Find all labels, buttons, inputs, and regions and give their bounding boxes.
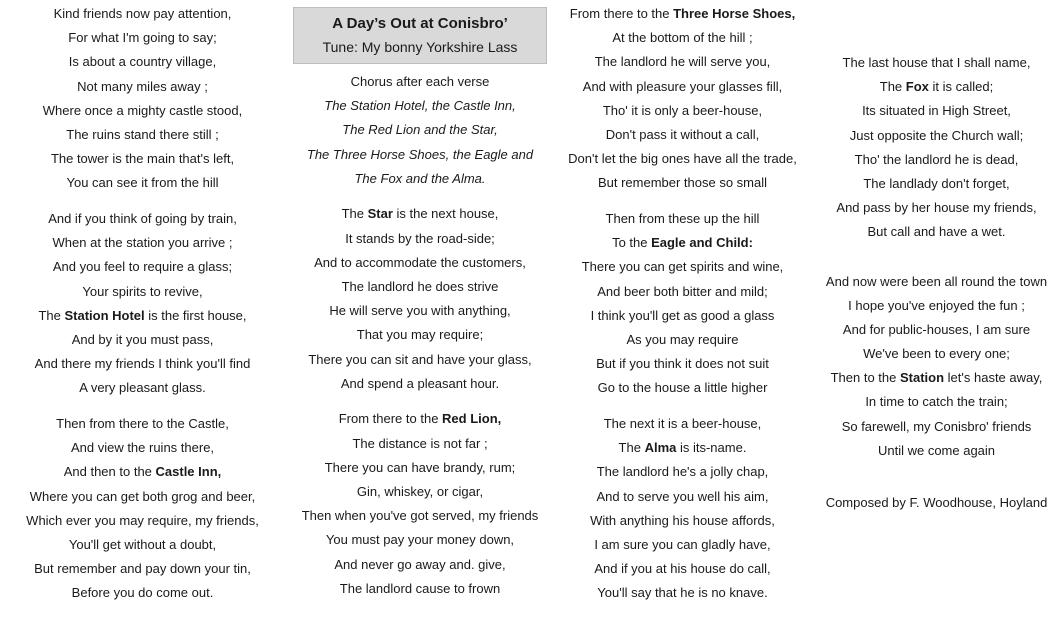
verse-line: I hope you've enjoyed the fun ; (848, 297, 1025, 313)
verse-line: Before you do come out. (71, 585, 214, 601)
verse-line: And you feel to require a glass; (52, 259, 233, 275)
verse-9 (810, 51, 1063, 245)
chorus-line: The Red Lion and the Star, (342, 122, 498, 138)
verse-line: And there my friends I think you'll find (34, 356, 251, 372)
column-1 (0, 2, 285, 606)
pub-name: Station Hotel (64, 307, 145, 323)
verse-line: And never go away and. give, (334, 556, 506, 572)
column-2 (285, 0, 555, 601)
verse-line: It stands by the road-side; (345, 230, 495, 246)
column-3 (555, 2, 810, 606)
verse-line: Its situated in High Street, (862, 103, 1011, 119)
verse-line: The landlord he's a jolly chap, (596, 464, 769, 480)
line-text: is the next house, (392, 206, 499, 222)
line-text: is its-name. (676, 440, 747, 456)
verse-line: Tho' the landlord he is dead, (854, 151, 1019, 167)
verse-line: Gin, whiskey, or cigar, (356, 484, 484, 499)
verse-line: For what I'm going to say; (68, 30, 217, 46)
verse-line: And now were been all round the town (825, 273, 1048, 289)
pub-name: Fox (905, 79, 929, 95)
line-text: it is called; (928, 79, 994, 95)
verse-line: And with pleasure your glasses fill, (582, 78, 783, 94)
pub-name: Three Horse Shoes, (673, 6, 796, 21)
verse-line: I think you'll get as good a glass (590, 307, 775, 323)
line-text: To the (612, 235, 652, 251)
verse-line (0, 460, 285, 484)
verse-line: Just opposite the Church wall; (849, 127, 1024, 143)
line-text: is the first house, (144, 307, 247, 323)
verse-line: Kind friends now pay attention, (53, 6, 232, 21)
line-text: Then to the (830, 370, 900, 386)
verse-line: Until we come again (877, 442, 996, 458)
verse-line: Where you can get both grog and beer, (29, 488, 256, 504)
line-text: And then to the (63, 464, 156, 480)
verse-8 (555, 412, 810, 606)
verse-line: Then from there to the Castle, (56, 416, 229, 431)
verse-6 (555, 2, 810, 196)
line-text: The (38, 307, 65, 323)
verse-line: Not many miles away ; (77, 78, 208, 94)
verse-line (810, 75, 1063, 99)
pub-name: Eagle and Child: (651, 235, 753, 251)
verse-line: There you can sit and have your glass, (308, 351, 532, 367)
verse-line: Then from these up the hill (605, 211, 760, 226)
verse-line: The landlord cause to frown (339, 580, 501, 596)
verse-line (285, 407, 555, 431)
verse-2 (0, 207, 285, 401)
verse-line: In time to catch the train; (865, 394, 1008, 410)
verse-line: And to serve you well his aim, (596, 488, 769, 504)
verse-4 (285, 202, 555, 396)
verse-line: And to accommodate the customers, (314, 254, 526, 270)
verse-line: As you may require (626, 331, 739, 347)
verse-line: The last house that I shall name, (842, 55, 1031, 70)
song-tune: Tune: My bonny Yorkshire Lass (322, 39, 518, 55)
verse-line: The landlord he does strive (341, 279, 499, 294)
verse-line: There you can have brandy, rum; (324, 459, 516, 475)
verse-line: When at the station you arrive ; (52, 235, 233, 251)
verse-10 (810, 270, 1063, 464)
line-text: The (618, 440, 645, 456)
verse-line: Tho' it is only a beer-house, (602, 102, 763, 118)
verse-line: So farewell, my Conisbro' friends (841, 418, 1032, 434)
verse-line: But remember those so small (597, 175, 768, 191)
pub-name: Alma (644, 440, 677, 456)
verse-line: I am sure you can gladly have, (594, 536, 771, 552)
chorus (285, 94, 555, 191)
verse-line (810, 366, 1063, 390)
verse-3 (0, 412, 285, 606)
chorus-note: Chorus after each verse (350, 74, 490, 89)
verse-line: You can see it from the hill (66, 175, 219, 191)
verse-line: But if you think it does not suit (596, 356, 769, 372)
verse-line: And for public-houses, I am sure (842, 321, 1031, 337)
verse-line: A very pleasant glass. (79, 380, 206, 396)
verse-line: And by it you must pass, (71, 331, 214, 347)
verse-line: Where once a mighty castle stood, (42, 102, 243, 118)
verse-line: And view the ruins there, (70, 440, 215, 456)
verse-line: Which ever you may require, my friends, (26, 512, 259, 528)
verse-line: Don't pass it without a call, (605, 126, 760, 142)
line-text: The (879, 79, 906, 95)
verse-line: The landlord he will serve you, (594, 54, 771, 70)
verse-line: At the bottom of the hill ; (612, 30, 753, 46)
verse-line: Then when you've got served, my friends (301, 508, 539, 524)
verse-line: And beer both bitter and mild; (597, 283, 768, 299)
verse-line: With anything his house affords, (590, 512, 775, 528)
verse-line: You must pay your money down, (325, 532, 515, 548)
verse-line: The ruins stand there still ; (66, 126, 219, 142)
chorus-line: The Three Horse Shoes, the Eagle and (306, 146, 534, 162)
verse-line: Don't let the big ones have all the trade, (568, 151, 797, 167)
chorus-line: The Station Hotel, the Castle Inn, (324, 98, 516, 114)
verse-line: The distance is not far ; (352, 435, 488, 451)
author-credit: Composed by F. Woodhouse, Hoyland (825, 495, 1048, 510)
verse-line: You'll get without a doubt, (68, 536, 217, 552)
verse-line: We've been to every one; (863, 346, 1010, 362)
verse-5 (285, 407, 555, 601)
verse-line: He will serve you with anything, (329, 303, 511, 319)
verse-line (555, 2, 810, 26)
verse-line: The next it is a beer-house, (603, 416, 762, 431)
line-text: From there to the (338, 411, 443, 427)
verse-line: You'll say that he is no knave. (597, 585, 768, 601)
pub-name: Red Lion, (442, 411, 502, 427)
verse-line: The tower is the main that's left, (50, 151, 235, 167)
verse-line: And pass by her house my friends, (836, 200, 1037, 216)
verse-line: But remember and pay down your tin, (34, 561, 251, 577)
verse-line (0, 304, 285, 328)
verse-line (555, 436, 810, 460)
verse-line: Go to the house a little higher (597, 380, 768, 396)
line-text: From there to the (569, 6, 674, 21)
verse-1 (0, 2, 285, 196)
title-box (293, 7, 547, 64)
pub-name: Castle Inn, (155, 464, 222, 480)
verse-line: Is about a country village, (68, 54, 217, 70)
verse-7 (555, 207, 810, 401)
line-text: The (341, 206, 368, 222)
verse-line (285, 202, 555, 226)
verse-line: And spend a pleasant hour. (340, 375, 500, 391)
verse-line: And if you think of going by train, (48, 211, 237, 226)
song-title: A Day’s Out at Conisbro’ (332, 15, 508, 32)
verse-line: And if you at his house do call, (594, 561, 771, 577)
verse-line (555, 231, 810, 255)
pub-name: Station (899, 370, 945, 386)
chorus-line: The Fox and the Alma. (354, 170, 486, 186)
verse-line: The landlady don't forget, (863, 175, 1010, 191)
verse-line: Your spirits to revive, (82, 283, 203, 299)
verse-line: But call and have a wet. (867, 224, 1006, 240)
line-text: let's haste away, (944, 370, 1043, 386)
verse-line: That you may require; (356, 327, 484, 343)
pub-name: Star (367, 206, 393, 222)
column-4 (810, 51, 1063, 515)
verse-line: There you can get spirits and wine, (581, 259, 784, 275)
